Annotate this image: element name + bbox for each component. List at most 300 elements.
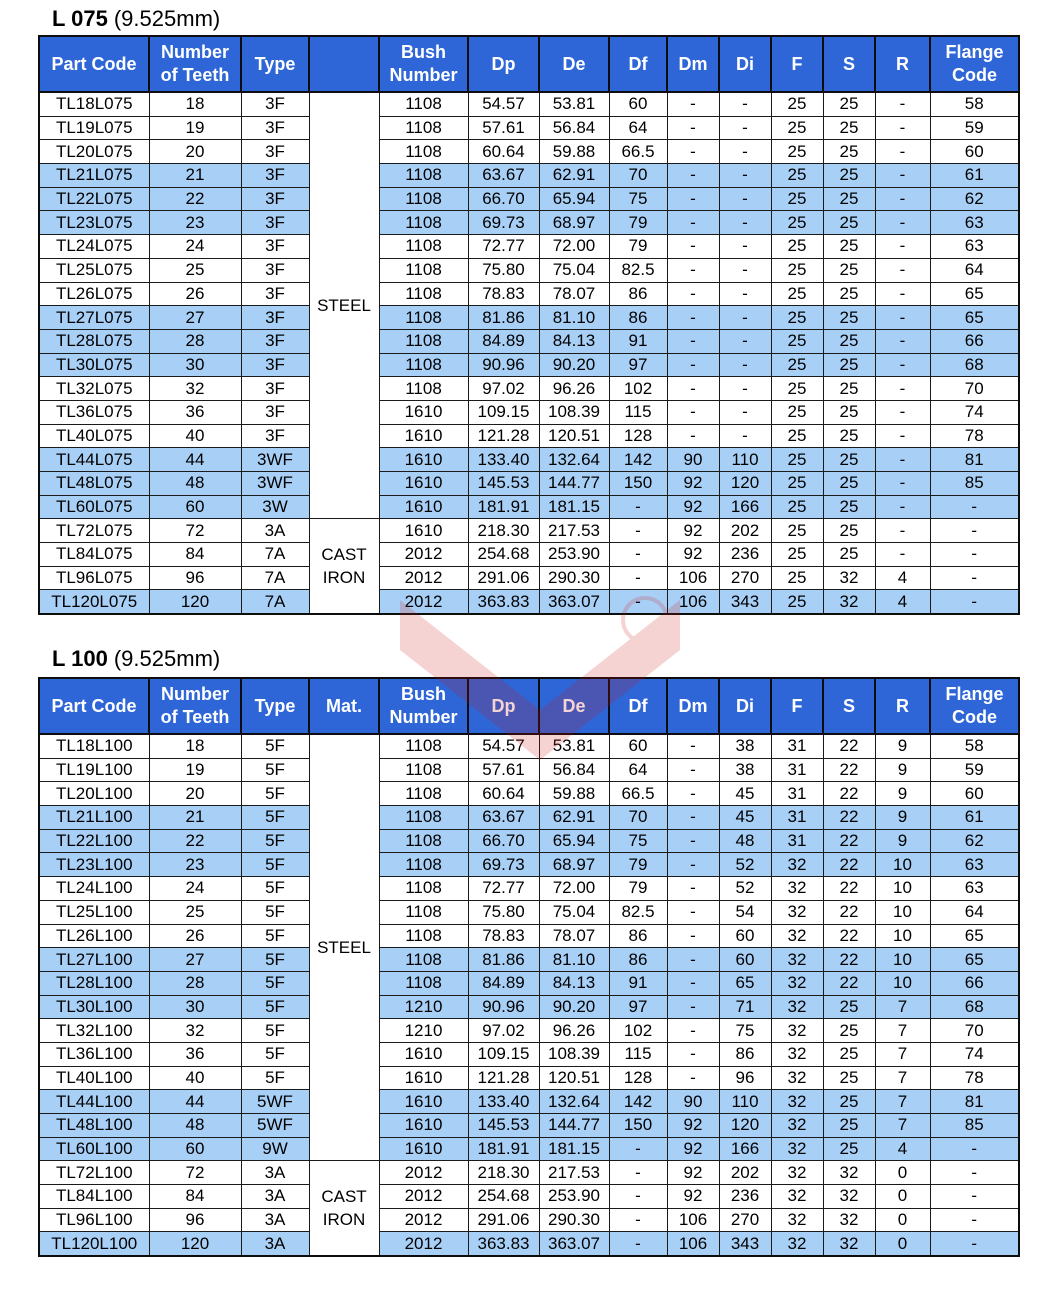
cell-de: 120.51 bbox=[539, 424, 609, 448]
cell-dm: - bbox=[667, 92, 719, 116]
cell-type: 3A bbox=[241, 1185, 309, 1209]
col-header-s: S bbox=[823, 36, 875, 92]
cell-f: 25 bbox=[771, 400, 823, 424]
cell-f: 32 bbox=[771, 1232, 823, 1256]
cell-dp: 69.73 bbox=[468, 211, 539, 235]
cell-flange-code: 61 bbox=[930, 164, 1019, 188]
cell-s: 25 bbox=[823, 472, 875, 496]
cell-type: 5F bbox=[241, 1019, 309, 1043]
cell-bush-number: 1108 bbox=[379, 782, 468, 806]
cell-f: 32 bbox=[771, 948, 823, 972]
cell-number-of-teeth: 44 bbox=[149, 1090, 241, 1114]
table-row bbox=[39, 806, 1019, 830]
cell-flange-code: - bbox=[930, 1161, 1019, 1185]
cell-f: 25 bbox=[771, 566, 823, 590]
cell-flange-code: 65 bbox=[930, 924, 1019, 948]
cell-part-code: TL19L100 bbox=[39, 758, 149, 782]
col-header-df: Df bbox=[609, 678, 667, 734]
cell-flange-code: 62 bbox=[930, 829, 1019, 853]
table-row bbox=[39, 948, 1019, 972]
cell-f: 25 bbox=[771, 92, 823, 116]
cell-dp: 291.06 bbox=[468, 566, 539, 590]
cell-de: 53.81 bbox=[539, 734, 609, 758]
cell-type: 3F bbox=[241, 377, 309, 401]
cell-r: - bbox=[875, 472, 930, 496]
table-row bbox=[39, 187, 1019, 211]
cell-number-of-teeth: 28 bbox=[149, 971, 241, 995]
cell-r: 10 bbox=[875, 924, 930, 948]
cell-r: - bbox=[875, 495, 930, 519]
cell-df: 66.5 bbox=[609, 782, 667, 806]
cell-di: 166 bbox=[719, 1137, 771, 1161]
cell-de: 59.88 bbox=[539, 782, 609, 806]
cell-flange-code: 63 bbox=[930, 853, 1019, 877]
cell-dm: - bbox=[667, 782, 719, 806]
cell-part-code: TL36L100 bbox=[39, 1042, 149, 1066]
cell-di: 48 bbox=[719, 829, 771, 853]
cell-type: 7A bbox=[241, 590, 309, 614]
cell-di: - bbox=[719, 140, 771, 164]
col-header-dm: Dm bbox=[667, 36, 719, 92]
cell-f: 25 bbox=[771, 235, 823, 259]
cell-type: 3F bbox=[241, 258, 309, 282]
cell-flange-code: - bbox=[930, 1208, 1019, 1232]
cell-dm: 90 bbox=[667, 448, 719, 472]
cell-part-code: TL96L100 bbox=[39, 1208, 149, 1232]
cell-r: 7 bbox=[875, 1042, 930, 1066]
cell-bush-number: 2012 bbox=[379, 1208, 468, 1232]
cell-de: 53.81 bbox=[539, 92, 609, 116]
cell-number-of-teeth: 30 bbox=[149, 353, 241, 377]
cell-r: 7 bbox=[875, 995, 930, 1019]
cell-s: 25 bbox=[823, 187, 875, 211]
cell-di: 270 bbox=[719, 566, 771, 590]
cell-dp: 97.02 bbox=[468, 1019, 539, 1043]
cell-s: 25 bbox=[823, 519, 875, 543]
cell-de: 132.64 bbox=[539, 448, 609, 472]
cell-part-code: TL24L100 bbox=[39, 877, 149, 901]
cell-df: 102 bbox=[609, 377, 667, 401]
cell-s: 25 bbox=[823, 353, 875, 377]
cell-dp: 81.86 bbox=[468, 306, 539, 330]
cell-part-code: TL24L075 bbox=[39, 235, 149, 259]
cell-di: - bbox=[719, 187, 771, 211]
cell-de: 90.20 bbox=[539, 353, 609, 377]
cell-type: 5F bbox=[241, 829, 309, 853]
table-row bbox=[39, 282, 1019, 306]
table-row bbox=[39, 211, 1019, 235]
cell-bush-number: 1610 bbox=[379, 1114, 468, 1138]
table-row bbox=[39, 1090, 1019, 1114]
table-row bbox=[39, 495, 1019, 519]
cell-bush-number: 1210 bbox=[379, 995, 468, 1019]
cell-flange-code: 59 bbox=[930, 116, 1019, 140]
cell-dm: - bbox=[667, 853, 719, 877]
cell-dm: - bbox=[667, 877, 719, 901]
cell-dp: 363.83 bbox=[468, 1232, 539, 1256]
col-header-type: Type bbox=[241, 36, 309, 92]
cell-s: 25 bbox=[823, 329, 875, 353]
cell-number-of-teeth: 72 bbox=[149, 1161, 241, 1185]
cell-part-code: TL44L100 bbox=[39, 1090, 149, 1114]
cell-f: 25 bbox=[771, 448, 823, 472]
cell-r: 9 bbox=[875, 829, 930, 853]
cell-s: 22 bbox=[823, 900, 875, 924]
cell-di: 96 bbox=[719, 1066, 771, 1090]
cell-type: 3F bbox=[241, 329, 309, 353]
cell-r: 10 bbox=[875, 877, 930, 901]
cell-type: 3WF bbox=[241, 472, 309, 496]
cell-type: 5F bbox=[241, 806, 309, 830]
cell-s: 25 bbox=[823, 377, 875, 401]
cell-de: 253.90 bbox=[539, 1185, 609, 1209]
col-header-material: Mat. bbox=[309, 678, 379, 734]
cell-r: - bbox=[875, 235, 930, 259]
table-row bbox=[39, 924, 1019, 948]
cell-de: 132.64 bbox=[539, 1090, 609, 1114]
cell-dp: 81.86 bbox=[468, 948, 539, 972]
cell-number-of-teeth: 72 bbox=[149, 519, 241, 543]
cell-f: 25 bbox=[771, 329, 823, 353]
cell-df: - bbox=[609, 566, 667, 590]
cell-part-code: TL26L075 bbox=[39, 282, 149, 306]
cell-dp: 145.53 bbox=[468, 1114, 539, 1138]
cell-r: - bbox=[875, 187, 930, 211]
cell-de: 363.07 bbox=[539, 1232, 609, 1256]
cell-dm: - bbox=[667, 829, 719, 853]
cell-de: 65.94 bbox=[539, 829, 609, 853]
cell-r: 7 bbox=[875, 1019, 930, 1043]
cell-dp: 254.68 bbox=[468, 543, 539, 567]
cell-f: 32 bbox=[771, 971, 823, 995]
cell-f: 25 bbox=[771, 472, 823, 496]
cell-dp: 84.89 bbox=[468, 329, 539, 353]
cell-r: 4 bbox=[875, 590, 930, 614]
cell-number-of-teeth: 19 bbox=[149, 758, 241, 782]
cell-flange-code: 64 bbox=[930, 258, 1019, 282]
cell-di: 45 bbox=[719, 782, 771, 806]
cell-bush-number: 1108 bbox=[379, 282, 468, 306]
cell-df: 64 bbox=[609, 116, 667, 140]
cell-number-of-teeth: 18 bbox=[149, 734, 241, 758]
cell-de: 108.39 bbox=[539, 400, 609, 424]
cell-type: 3A bbox=[241, 519, 309, 543]
cell-flange-code: 61 bbox=[930, 806, 1019, 830]
cell-di: 38 bbox=[719, 734, 771, 758]
cell-dm: - bbox=[667, 734, 719, 758]
cell-bush-number: 2012 bbox=[379, 590, 468, 614]
cell-di: - bbox=[719, 306, 771, 330]
cell-type: 5F bbox=[241, 877, 309, 901]
cell-de: 90.20 bbox=[539, 995, 609, 1019]
table-row bbox=[39, 1137, 1019, 1161]
cell-type: 5F bbox=[241, 948, 309, 972]
cell-dp: 363.83 bbox=[468, 590, 539, 614]
cell-flange-code: 60 bbox=[930, 140, 1019, 164]
cell-r: 10 bbox=[875, 853, 930, 877]
cell-number-of-teeth: 96 bbox=[149, 566, 241, 590]
cell-r: 9 bbox=[875, 806, 930, 830]
cell-part-code: TL20L100 bbox=[39, 782, 149, 806]
cell-df: 102 bbox=[609, 1019, 667, 1043]
cell-number-of-teeth: 32 bbox=[149, 377, 241, 401]
cell-flange-code: 85 bbox=[930, 1114, 1019, 1138]
cell-de: 363.07 bbox=[539, 590, 609, 614]
cell-dm: - bbox=[667, 140, 719, 164]
cell-dp: 57.61 bbox=[468, 758, 539, 782]
cell-type: 3F bbox=[241, 116, 309, 140]
cell-f: 25 bbox=[771, 543, 823, 567]
col-header-flange-code: Flange Code bbox=[930, 36, 1019, 92]
cell-type: 5F bbox=[241, 995, 309, 1019]
table-row bbox=[39, 566, 1019, 590]
cell-de: 78.07 bbox=[539, 924, 609, 948]
cell-bush-number: 2012 bbox=[379, 1161, 468, 1185]
cell-type: 5F bbox=[241, 853, 309, 877]
cell-bush-number: 1108 bbox=[379, 734, 468, 758]
cell-f: 31 bbox=[771, 806, 823, 830]
cell-dp: 97.02 bbox=[468, 377, 539, 401]
cell-f: 25 bbox=[771, 306, 823, 330]
cell-s: 25 bbox=[823, 116, 875, 140]
cell-df: 150 bbox=[609, 1114, 667, 1138]
cell-type: 5F bbox=[241, 1042, 309, 1066]
cell-r: 10 bbox=[875, 971, 930, 995]
cell-number-of-teeth: 30 bbox=[149, 995, 241, 1019]
col-header-f: F bbox=[771, 36, 823, 92]
cell-de: 81.10 bbox=[539, 306, 609, 330]
cell-s: 22 bbox=[823, 948, 875, 972]
cell-de: 253.90 bbox=[539, 543, 609, 567]
cell-flange-code: 58 bbox=[930, 92, 1019, 116]
cell-part-code: TL72L075 bbox=[39, 519, 149, 543]
cell-f: 25 bbox=[771, 495, 823, 519]
spec-table-l100 bbox=[38, 677, 1020, 1257]
cell-de: 75.04 bbox=[539, 900, 609, 924]
cell-type: 3F bbox=[241, 187, 309, 211]
cell-dm: - bbox=[667, 1019, 719, 1043]
cell-di: 52 bbox=[719, 877, 771, 901]
cell-type: 9W bbox=[241, 1137, 309, 1161]
cell-dm: - bbox=[667, 924, 719, 948]
cell-df: 86 bbox=[609, 948, 667, 972]
cell-flange-code: 63 bbox=[930, 877, 1019, 901]
table-row bbox=[39, 1185, 1019, 1209]
cell-dm: - bbox=[667, 258, 719, 282]
cell-f: 31 bbox=[771, 829, 823, 853]
cell-de: 96.26 bbox=[539, 377, 609, 401]
cell-s: 22 bbox=[823, 806, 875, 830]
cell-number-of-teeth: 27 bbox=[149, 306, 241, 330]
cell-df: 150 bbox=[609, 472, 667, 496]
cell-di: - bbox=[719, 400, 771, 424]
cell-dm: 92 bbox=[667, 472, 719, 496]
cell-dp: 181.91 bbox=[468, 1137, 539, 1161]
cell-number-of-teeth: 28 bbox=[149, 329, 241, 353]
cell-type: 5F bbox=[241, 734, 309, 758]
cell-flange-code: - bbox=[930, 590, 1019, 614]
cell-flange-code: 78 bbox=[930, 1066, 1019, 1090]
cell-r: 0 bbox=[875, 1161, 930, 1185]
cell-dp: 133.40 bbox=[468, 1090, 539, 1114]
cell-df: - bbox=[609, 1208, 667, 1232]
cell-type: 7A bbox=[241, 543, 309, 567]
cell-bush-number: 1610 bbox=[379, 1066, 468, 1090]
cell-di: 54 bbox=[719, 900, 771, 924]
col-header-s: S bbox=[823, 678, 875, 734]
cell-type: 3F bbox=[241, 400, 309, 424]
cell-dm: - bbox=[667, 187, 719, 211]
cell-dm: 92 bbox=[667, 1161, 719, 1185]
cell-type: 3F bbox=[241, 282, 309, 306]
cell-dp: 181.91 bbox=[468, 495, 539, 519]
cell-r: 0 bbox=[875, 1208, 930, 1232]
cell-di: 45 bbox=[719, 806, 771, 830]
cell-df: 66.5 bbox=[609, 140, 667, 164]
cell-r: - bbox=[875, 329, 930, 353]
cell-f: 32 bbox=[771, 1019, 823, 1043]
cell-r: 0 bbox=[875, 1185, 930, 1209]
cell-flange-code: - bbox=[930, 566, 1019, 590]
cell-flange-code: 59 bbox=[930, 758, 1019, 782]
section-pitch: (9.525mm) bbox=[113, 646, 221, 671]
cell-number-of-teeth: 120 bbox=[149, 590, 241, 614]
cell-bush-number: 1108 bbox=[379, 806, 468, 830]
cell-s: 32 bbox=[823, 1208, 875, 1232]
cell-s: 25 bbox=[823, 495, 875, 519]
table-row bbox=[39, 377, 1019, 401]
cell-df: 86 bbox=[609, 282, 667, 306]
cell-dp: 121.28 bbox=[468, 1066, 539, 1090]
header-row bbox=[39, 678, 1019, 734]
table-row bbox=[39, 995, 1019, 1019]
col-header-part-code: Part Code bbox=[39, 36, 149, 92]
col-header-part-code: Part Code bbox=[39, 678, 149, 734]
cell-f: 32 bbox=[771, 900, 823, 924]
cell-f: 25 bbox=[771, 116, 823, 140]
cell-de: 62.91 bbox=[539, 806, 609, 830]
cell-r: 10 bbox=[875, 948, 930, 972]
cell-number-of-teeth: 60 bbox=[149, 495, 241, 519]
cell-dm: - bbox=[667, 758, 719, 782]
cell-s: 32 bbox=[823, 1232, 875, 1256]
cell-bush-number: 1108 bbox=[379, 948, 468, 972]
table-row bbox=[39, 116, 1019, 140]
cell-bush-number: 1108 bbox=[379, 306, 468, 330]
col-header-bush-number: Bush Number bbox=[379, 678, 468, 734]
cell-flange-code: - bbox=[930, 1232, 1019, 1256]
cell-dp: 69.73 bbox=[468, 853, 539, 877]
cell-f: 32 bbox=[771, 853, 823, 877]
cell-dm: - bbox=[667, 400, 719, 424]
cell-type: 5WF bbox=[241, 1114, 309, 1138]
cell-part-code: TL32L100 bbox=[39, 1019, 149, 1043]
cell-de: 144.77 bbox=[539, 472, 609, 496]
col-header-di: Di bbox=[719, 678, 771, 734]
cell-dm: 92 bbox=[667, 1114, 719, 1138]
cell-s: 32 bbox=[823, 566, 875, 590]
cell-part-code: TL84L100 bbox=[39, 1185, 149, 1209]
cell-df: - bbox=[609, 1137, 667, 1161]
cell-s: 25 bbox=[823, 1019, 875, 1043]
cell-s: 22 bbox=[823, 782, 875, 806]
cell-flange-code: 85 bbox=[930, 472, 1019, 496]
cell-part-code: TL60L075 bbox=[39, 495, 149, 519]
cell-df: 115 bbox=[609, 400, 667, 424]
table-row bbox=[39, 829, 1019, 853]
cell-r: 9 bbox=[875, 758, 930, 782]
cell-dp: 78.83 bbox=[468, 282, 539, 306]
cell-r: 7 bbox=[875, 1090, 930, 1114]
cell-dp: 63.67 bbox=[468, 806, 539, 830]
cell-di: 75 bbox=[719, 1019, 771, 1043]
cell-number-of-teeth: 120 bbox=[149, 1232, 241, 1256]
cell-type: 5F bbox=[241, 758, 309, 782]
cell-bush-number: 1108 bbox=[379, 235, 468, 259]
cell-s: 32 bbox=[823, 590, 875, 614]
cell-number-of-teeth: 20 bbox=[149, 782, 241, 806]
cell-dp: 54.57 bbox=[468, 734, 539, 758]
cell-di: - bbox=[719, 258, 771, 282]
cell-r: - bbox=[875, 448, 930, 472]
cell-df: - bbox=[609, 1185, 667, 1209]
table-row bbox=[39, 400, 1019, 424]
cell-number-of-teeth: 44 bbox=[149, 448, 241, 472]
cell-s: 25 bbox=[823, 1137, 875, 1161]
cell-part-code: TL18L100 bbox=[39, 734, 149, 758]
cell-number-of-teeth: 25 bbox=[149, 258, 241, 282]
cell-part-code: TL26L100 bbox=[39, 924, 149, 948]
cell-f: 32 bbox=[771, 1114, 823, 1138]
cell-dp: 218.30 bbox=[468, 519, 539, 543]
cell-type: 3A bbox=[241, 1232, 309, 1256]
cell-dm: - bbox=[667, 424, 719, 448]
cell-s: 25 bbox=[823, 400, 875, 424]
cell-r: - bbox=[875, 116, 930, 140]
cell-s: 32 bbox=[823, 1161, 875, 1185]
cell-f: 32 bbox=[771, 877, 823, 901]
col-header-de: De bbox=[539, 678, 609, 734]
cell-di: - bbox=[719, 211, 771, 235]
cell-flange-code: 74 bbox=[930, 1042, 1019, 1066]
cell-part-code: TL23L100 bbox=[39, 853, 149, 877]
cell-part-code: TL30L075 bbox=[39, 353, 149, 377]
cell-de: 81.10 bbox=[539, 948, 609, 972]
cell-type: 3A bbox=[241, 1161, 309, 1185]
cell-flange-code: 81 bbox=[930, 448, 1019, 472]
cell-flange-code: 63 bbox=[930, 211, 1019, 235]
cell-dp: 72.77 bbox=[468, 235, 539, 259]
cell-de: 290.30 bbox=[539, 566, 609, 590]
cell-r: - bbox=[875, 377, 930, 401]
table-row bbox=[39, 1019, 1019, 1043]
cell-df: 82.5 bbox=[609, 900, 667, 924]
cell-dp: 60.64 bbox=[468, 782, 539, 806]
cell-s: 25 bbox=[823, 282, 875, 306]
cell-dm: - bbox=[667, 377, 719, 401]
cell-type: 3F bbox=[241, 92, 309, 116]
table-row bbox=[39, 353, 1019, 377]
cell-s: 25 bbox=[823, 1066, 875, 1090]
cell-di: 110 bbox=[719, 1090, 771, 1114]
cell-s: 25 bbox=[823, 164, 875, 188]
cell-number-of-teeth: 20 bbox=[149, 140, 241, 164]
cell-part-code: TL22L100 bbox=[39, 829, 149, 853]
cell-f: 32 bbox=[771, 1137, 823, 1161]
cell-f: 25 bbox=[771, 164, 823, 188]
cell-de: 68.97 bbox=[539, 211, 609, 235]
cell-df: 115 bbox=[609, 1042, 667, 1066]
